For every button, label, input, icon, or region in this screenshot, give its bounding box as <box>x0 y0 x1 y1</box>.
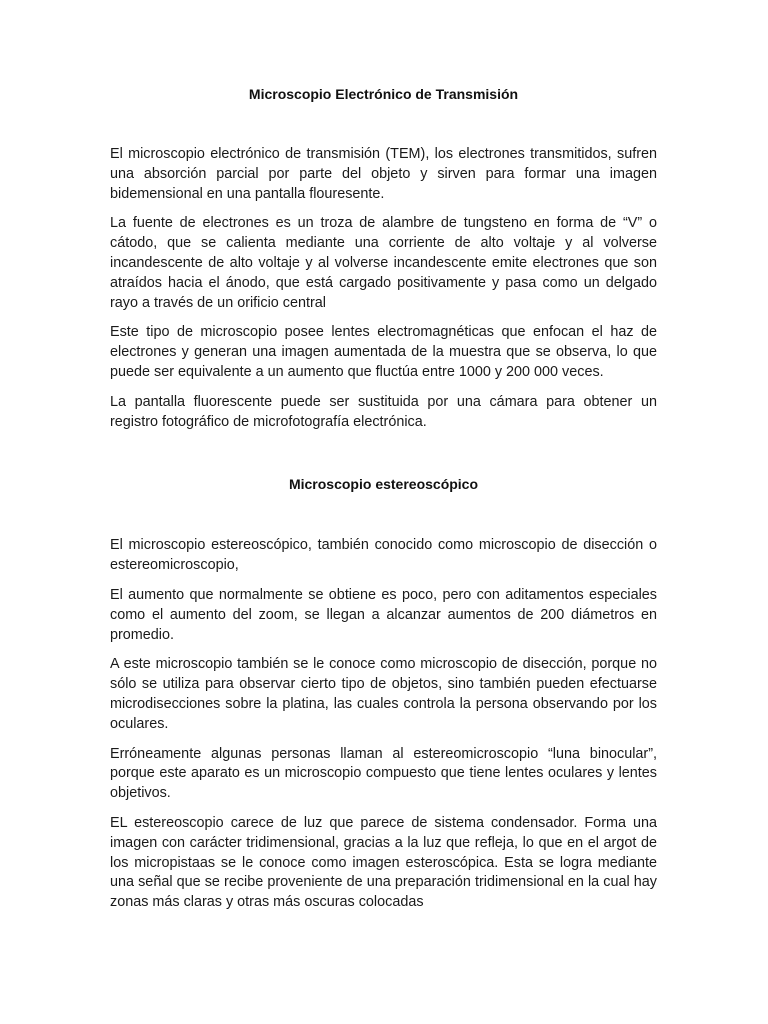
paragraph-stereo-5: EL estereoscopio carece de luz que parece de sistema condensador. Forma una imagen con carácter tridimensional, gracias a la luz que refleja, lo que en el argot de los micropistaas se le conoce como imagen esteroscópica. Esta se logra mediante una señal que se recibe proveniente de una preparación tridimensional en la cual hay zonas más claras y otras más oscuras colocadas <box>110 814 657 911</box>
paragraph-stereo-2: El aumento que normalmente se obtiene es poco, pero con aditamentos especiales como el aumento del zoom, se llegan a alcanzar aumentos de 200 diámetros en promedio. <box>110 586 657 643</box>
section-title-tem: Microscopio Electrónico de Transmisión <box>248 86 519 102</box>
paragraph-tem-1: El microscopio electrónico de transmisión (TEM), los electrones transmitidos, sufren una absorción parcial por parte del objeto y sirven para formar una imagen bidemensional en una pantalla flouresente. <box>110 146 657 202</box>
paragraph-stereo-4: Erróneamente algunas personas llaman al estereomicroscopio “luna binocular”, porque este aparato es un microscopio compuesto que tiene lentes oculares y lentes objetivos. <box>110 745 657 802</box>
paragraph-stereo-1: El microscopio estereoscópico, también conocido como microscopio de disección o estereomicroscopio, <box>110 537 657 574</box>
document-body <box>110 84 657 923</box>
paragraph-tem-2: La fuente de electrones es un troza de alambre de tungsteno en forma de “V” o cátodo, que se calienta mediante una corriente de alto voltaje y al volverse incandescente de alto voltaje y al volverse incandescente emite electrones que son atraídos hacia el ánodo, que está cargado positivamente y pasa como un delgado rayo a través de un orificio central <box>110 215 657 311</box>
section-title-stereo: Microscopio estereoscópico <box>288 476 479 493</box>
paragraph-tem-3: Este tipo de microscopio posee lentes electromagnéticas que enfocan el haz de electrones y generan una imagen aumentada de la muestra que se observa, lo que puede ser equivalente a un aumento que fluctúa entre 1000 y 200 000 veces. <box>110 324 657 380</box>
paragraph-stereo-3: A este microscopio también se le conoce como microscopio de disección, porque no sólo se utiliza para observar cierto tipo de objetos, sino también pueden efectuarse microdisecciones sobre la platina, las cuales controla la persona observando por los oculares. <box>110 656 657 732</box>
paragraph-tem-4: La pantalla fluorescente puede ser sustituida por una cámara para obtener un registro fotográfico de microfotografía electrónica. <box>110 393 657 430</box>
